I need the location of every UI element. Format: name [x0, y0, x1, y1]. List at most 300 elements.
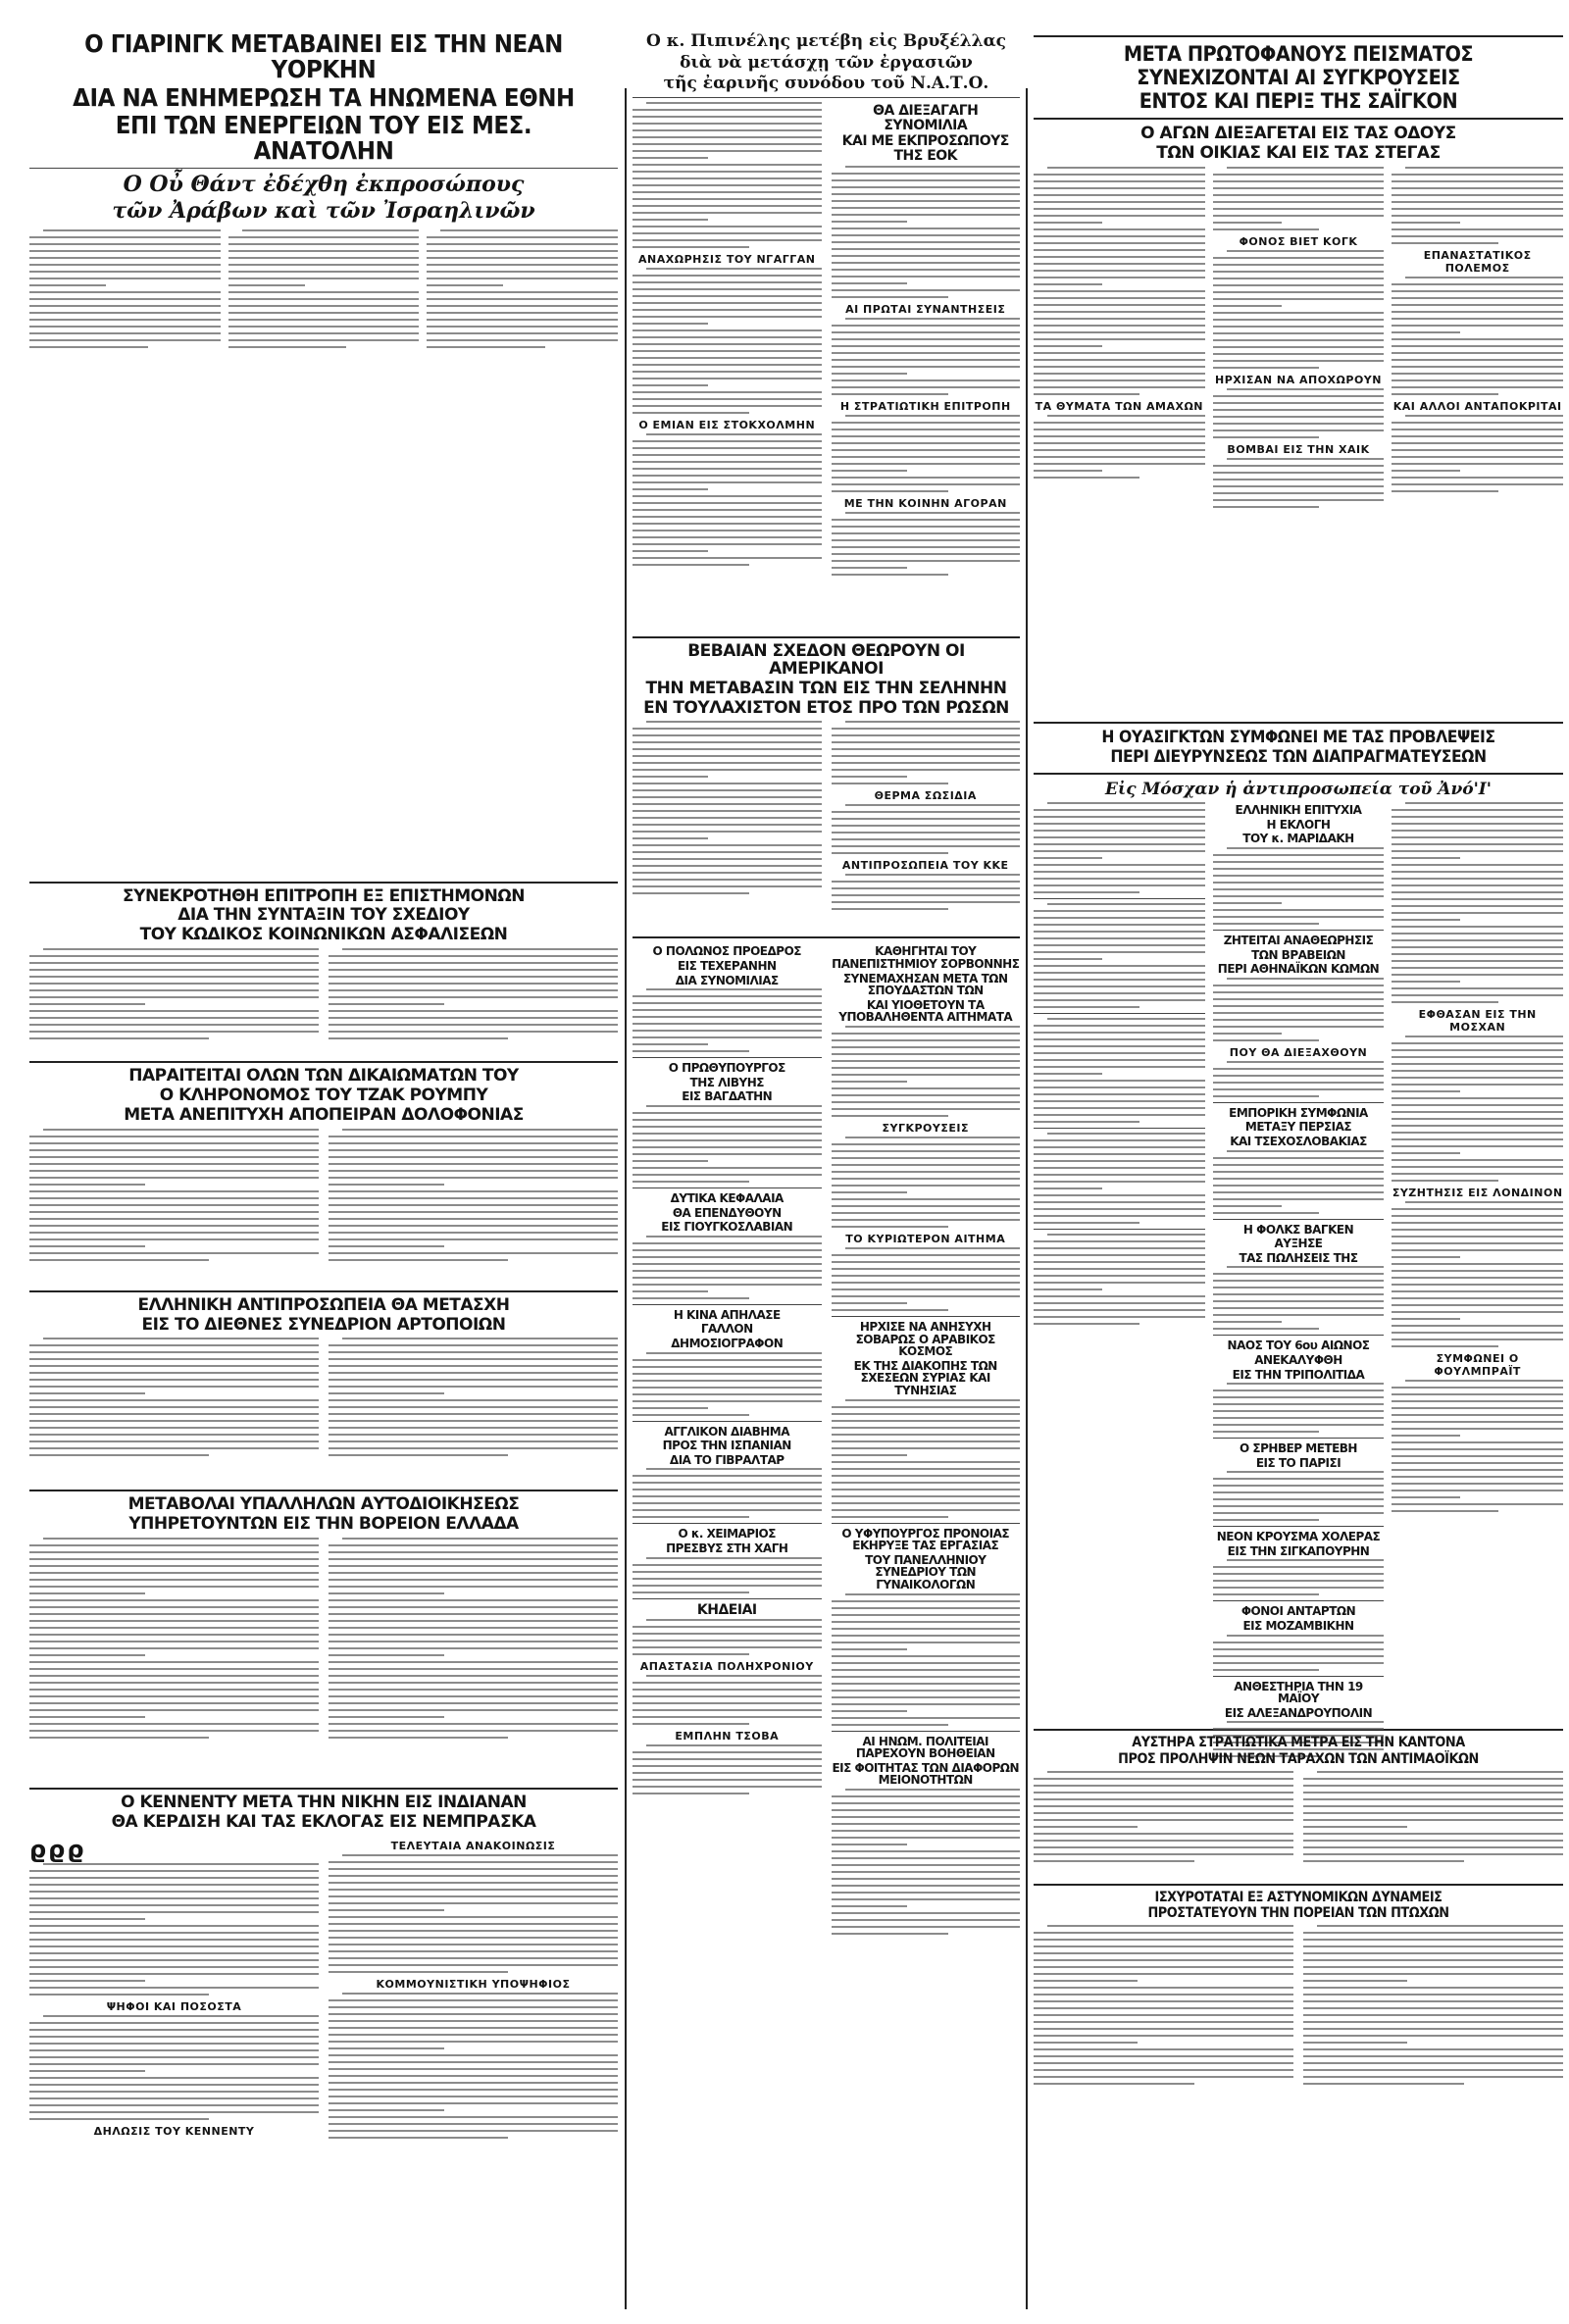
- text-line: [1227, 1383, 1385, 1385]
- text-line: [1034, 366, 1205, 368]
- text-line: [832, 776, 907, 778]
- text-line: [329, 1245, 444, 1247]
- text-line: [1303, 2007, 1563, 2009]
- text-line: [1213, 187, 1385, 189]
- text-line: [329, 2013, 618, 2015]
- text-line: [1034, 1261, 1205, 1263]
- text-line: [1303, 1785, 1563, 1787]
- text-line: [29, 1980, 145, 1982]
- text-line: [1034, 958, 1102, 960]
- text-line: [633, 509, 822, 511]
- text-line: [633, 275, 822, 277]
- text-line: [427, 271, 618, 273]
- article-headline: Ο ΚΛΗΡΟΝΟΜΟΣ ΤΟΥ ΤΖΑΚ ΡΟΥΜΠΥ: [159, 1086, 488, 1105]
- text-line: [29, 1973, 319, 1975]
- text-line: [1213, 895, 1385, 897]
- text-line: [1034, 297, 1205, 299]
- text-line: [1213, 208, 1385, 210]
- text-line: [1034, 2021, 1293, 2023]
- article-headline: ΓΑΛΛΟΝ: [700, 1322, 753, 1337]
- text-line: [1213, 1287, 1385, 1288]
- text-line: [29, 1572, 319, 1574]
- text-line: [1034, 331, 1205, 333]
- text-line: [329, 1647, 618, 1649]
- text-line: [1392, 1345, 1497, 1347]
- text-line: [329, 1440, 618, 1442]
- middle-section: [633, 29, 1020, 2309]
- text-line: [329, 1695, 618, 1697]
- text-line: [845, 1593, 1021, 1595]
- text-line: [1392, 429, 1563, 430]
- text-line: [1303, 1819, 1563, 1821]
- text-line: [832, 1621, 1021, 1623]
- text-line: [1213, 201, 1385, 203]
- text-line: [1405, 1380, 1563, 1382]
- text-line: [1227, 978, 1385, 980]
- text-line: [633, 116, 822, 118]
- text-line: [832, 373, 907, 375]
- text-line: [832, 1094, 1021, 1096]
- text-line: [329, 1434, 618, 1436]
- text-line: [1392, 242, 1497, 244]
- text-line: [832, 1115, 948, 1117]
- text-line: [633, 872, 822, 874]
- text-line: [633, 530, 822, 531]
- text-line: [832, 1919, 1021, 1921]
- text-line: [329, 1723, 618, 1725]
- text-line: [329, 1190, 618, 1192]
- text-line: [1392, 967, 1563, 969]
- text-line: [1034, 470, 1102, 472]
- text-line: [646, 102, 822, 104]
- text-line: [1392, 373, 1563, 375]
- text-line: [832, 1509, 1021, 1511]
- text-line: [1392, 1325, 1563, 1327]
- text-line: [1392, 1393, 1563, 1395]
- text-line: [633, 184, 822, 186]
- text-line: [329, 1010, 618, 1012]
- text-line: [1392, 483, 1563, 485]
- text-line: [1034, 1093, 1205, 1095]
- text-line: [633, 1495, 822, 1497]
- text-line: [427, 339, 618, 341]
- text-line: [1392, 960, 1563, 962]
- newspaper-page: [29, 29, 1569, 2309]
- text-line: [329, 1944, 618, 1945]
- text-line: [832, 1434, 1021, 1436]
- text-line: [845, 1399, 1021, 1401]
- text-line: [832, 1607, 1021, 1609]
- text-line: [1034, 379, 1205, 381]
- text-line: [633, 1475, 822, 1477]
- text-line: [427, 319, 618, 321]
- text-line: [29, 1184, 145, 1186]
- text-line: [633, 1400, 822, 1402]
- text-line: [1303, 1798, 1563, 1800]
- text-line: [1303, 2048, 1563, 2050]
- text-line: [633, 302, 822, 304]
- text-line: [1213, 298, 1385, 300]
- text-line: [1213, 1505, 1385, 1507]
- text-line: [1213, 1642, 1385, 1643]
- article-headline: ΑΓΓΛΙΚΟΝ ΔΙΑΒΗΜΑ: [664, 1424, 789, 1439]
- text-line: [1034, 1032, 1205, 1034]
- text-line: [1392, 905, 1563, 907]
- text-line: [29, 2091, 319, 2093]
- text-line: [329, 1586, 618, 1588]
- text-line: [1213, 1431, 1319, 1433]
- text-line: [1034, 992, 1205, 994]
- text-line: [1034, 1846, 1293, 1848]
- text-line: [1213, 1410, 1385, 1412]
- text-line: [832, 1662, 1021, 1664]
- text-line: [329, 1163, 618, 1165]
- text-line: [832, 1614, 1021, 1616]
- text-line: [845, 1789, 1021, 1791]
- text-line: [329, 1427, 618, 1429]
- text-line: [646, 1236, 822, 1238]
- text-line: [1392, 345, 1563, 347]
- text-line: [1034, 215, 1205, 217]
- text-line: [29, 1447, 319, 1449]
- text-line: [29, 1682, 319, 1684]
- article-headline: ΔΙΑ ΤΗΝ ΣΥΝΤΑΞΙΝ ΤΟΥ ΣΧΕΔΙΟΥ: [177, 905, 470, 926]
- text-line: [329, 1861, 618, 1863]
- text-line: [1034, 429, 1205, 430]
- text-line: [1303, 1966, 1563, 1968]
- text-line: [633, 329, 822, 331]
- text-line: [1213, 291, 1385, 293]
- text-line: [633, 879, 822, 881]
- text-line: [633, 364, 822, 366]
- text-line: [29, 1190, 319, 1192]
- section-heading: Ο ΕΜΙΑΝ ΕΙΣ ΣΤΟΚΧΟΛΜΗΝ: [638, 419, 816, 432]
- text-line: [633, 177, 822, 179]
- text-line: [1034, 1059, 1205, 1061]
- text-line: [329, 2034, 618, 2036]
- text-line: [228, 278, 420, 279]
- text-line: [29, 298, 221, 300]
- text-line: [1303, 1860, 1464, 1862]
- text-line: [633, 1146, 822, 1148]
- text-line: [1047, 903, 1205, 905]
- text-line: [1213, 1424, 1385, 1426]
- text-line: [1213, 1580, 1385, 1582]
- text-line: [1392, 1208, 1563, 1210]
- text-line: [1034, 1819, 1293, 1821]
- article-body: [29, 229, 618, 877]
- text-line: [1034, 816, 1205, 818]
- article-headline: ΕΙΣ ΤΗΝ ΤΡΙΠΟΛΙΤΙΔΑ: [1232, 1367, 1365, 1382]
- text-line: [29, 1238, 319, 1240]
- text-line: [633, 1779, 822, 1781]
- text-line: [1034, 386, 1205, 388]
- text-line: [1034, 1987, 1293, 1989]
- text-line: [329, 1177, 618, 1179]
- text-line: [29, 1399, 319, 1401]
- text-line: [1405, 167, 1563, 169]
- text-line: [1317, 1925, 1563, 1927]
- text-line: [1303, 1959, 1563, 1961]
- text-line: [1392, 1090, 1460, 1092]
- text-line: [29, 1365, 319, 1367]
- text-line: [832, 1454, 907, 1456]
- text-line: [1034, 1100, 1205, 1102]
- text-line: [1303, 2000, 1563, 2002]
- text-line: [329, 1184, 444, 1186]
- headline-line-3: τῆς ἐαρινῆς συνόδου τοῦ Ν.Α.Τ.Ο.: [663, 74, 989, 94]
- text-line: [29, 1406, 319, 1408]
- text-line: [1303, 1833, 1563, 1835]
- text-line: [29, 1344, 319, 1346]
- text-line: [29, 236, 221, 238]
- text-line: [1034, 1247, 1205, 1249]
- text-line: [43, 1538, 319, 1540]
- article-headline: ΠΑΡΑΙΤΕΙΤΑΙ ΟΛΩΝ ΤΩΝ ΔΙΚΑΙΩΜΑΤΩΝ ΤΟΥ: [128, 1066, 519, 1086]
- text-line: [1213, 1178, 1385, 1180]
- article-headline: ΕΝ ΤΟΥΛΑΧΙΣΤΟΝ ΕΤΟΣ ΠΡΟ ΤΩΝ ΡΩΣΩΝ: [643, 697, 1009, 718]
- text-line: [1213, 1314, 1385, 1316]
- text-line: [633, 1585, 822, 1587]
- text-line: [1303, 1812, 1563, 1814]
- text-line: [427, 278, 618, 279]
- text-line: [1392, 1132, 1563, 1134]
- text-line: [832, 1261, 1021, 1263]
- text-line: [1392, 1496, 1460, 1498]
- text-line: [832, 1683, 1021, 1685]
- text-line: [1392, 1414, 1563, 1416]
- text-line: [1392, 1455, 1563, 1457]
- article-headline: ΣΥΝΕΚΡΟΤΗΘΗ ΕΠΙΤΡΟΠΗ ΕΞ ΕΠΙΣΤΗΜΟΝΩΝ: [123, 885, 525, 906]
- text-line: [832, 262, 1021, 264]
- text-line: [1392, 891, 1563, 893]
- text-line: [832, 1143, 1021, 1145]
- text-line: [832, 818, 1021, 820]
- text-line: [832, 1447, 1021, 1449]
- text-line: [1392, 1242, 1563, 1244]
- text-line: [1392, 1173, 1563, 1175]
- text-line: [1317, 1771, 1563, 1773]
- text-line: [1303, 1939, 1563, 1941]
- article-headline: ΤΟΥ ΠΑΝΕΛΛΗΝΙΟΥ ΣΥΝΕΔΡΙΟΥ ΤΩΝ ΓΥΝΑΙΚΟΛΟΓΩΝ: [865, 1552, 987, 1591]
- section-heading: ΕΠΑΝΑΣΤΑΤΙΚΟΣ ΠΟΛΕΜΟΣ: [1423, 248, 1532, 275]
- text-line: [329, 1211, 618, 1213]
- text-line: [832, 1468, 1021, 1470]
- text-line: [1034, 1174, 1205, 1176]
- text-line: [1213, 1019, 1385, 1021]
- text-line: [329, 1613, 618, 1615]
- text-line: [1392, 201, 1563, 203]
- text-line: [29, 1675, 319, 1677]
- article-headline: ΥΠΗΡΕΤΟΥΝΤΩΝ ΕΙΣ ΤΗΝ ΒΟΡΕΙΟΝ ΕΛΛΑΔΑ: [128, 1514, 519, 1535]
- text-line: [29, 1870, 319, 1872]
- section-heading: ΣΥΓΚΡΟΥΣΕΙΣ: [882, 1122, 970, 1135]
- text-line: [1034, 2062, 1293, 2064]
- text-line: [633, 384, 708, 386]
- text-line: [1034, 1025, 1205, 1027]
- text-line: [29, 2029, 319, 2031]
- subhead-line-1: Ο Οὖ Θάντ ἐδέχθη ἐκπροσώπους: [123, 172, 525, 198]
- text-line: [1213, 1164, 1385, 1166]
- text-line: [633, 1043, 708, 1045]
- section-heading: ΒΟΜΒΑΙ ΕΙΣ ΤΗΝ ΧΑΙΚ: [1227, 442, 1370, 456]
- article-headline: Ο ΚΕΝΝΕΝΤΥ ΜΕΤΑ ΤΗΝ ΝΙΚΗΝ ΕΙΣ ΙΝΔΙΑΝΑΝ: [121, 1793, 527, 1813]
- text-line: [832, 519, 1021, 521]
- article-headline: Ο ΠΟΛΩΝΟΣ ΠΡΟΕΔΡΟΣ: [652, 944, 801, 959]
- text-line: [1213, 180, 1385, 182]
- text-line: [633, 405, 822, 407]
- text-line: [329, 2027, 618, 2029]
- text-line: [1405, 277, 1563, 278]
- text-line: [832, 852, 948, 854]
- text-line: [342, 1854, 618, 1856]
- text-line: [832, 1212, 1021, 1214]
- text-line: [1303, 2028, 1563, 2030]
- text-line: [633, 762, 822, 764]
- text-line: [29, 1017, 319, 1019]
- text-line: [29, 1620, 319, 1622]
- text-line: [29, 1434, 319, 1436]
- text-line: [1392, 490, 1497, 492]
- text-line: [329, 1399, 618, 1401]
- text-line: [29, 1911, 319, 1913]
- text-line: [1392, 1056, 1563, 1058]
- text-line: [832, 1475, 1021, 1477]
- text-line: [329, 1882, 618, 1884]
- text-line: [329, 2109, 444, 2111]
- text-line: [329, 2075, 618, 2077]
- text-line: [1392, 463, 1563, 465]
- text-line: [1213, 346, 1385, 348]
- text-line: [1034, 201, 1205, 203]
- text-line: [1303, 2035, 1563, 2037]
- text-line: [633, 1030, 822, 1032]
- text-line: [29, 1225, 319, 1227]
- text-line: [1405, 1036, 1563, 1037]
- text-line: [832, 1802, 1021, 1804]
- text-line: [43, 948, 319, 950]
- text-line: [832, 1185, 1021, 1187]
- text-line: [1034, 979, 1205, 981]
- text-line: [633, 728, 822, 730]
- text-line: [1034, 1146, 1205, 1148]
- text-line: [1034, 1853, 1293, 1855]
- text-line: [1034, 871, 1205, 873]
- text-line: [845, 1137, 1021, 1138]
- text-line: [1213, 882, 1385, 884]
- text-line: [29, 1695, 319, 1697]
- text-line: [1047, 1234, 1205, 1236]
- article-headline: ΑΥΞΗΣΕ: [1274, 1237, 1323, 1251]
- text-line: [1034, 345, 1102, 347]
- text-line: [633, 1626, 822, 1628]
- text-line: [832, 1655, 1021, 1657]
- text-line: [1213, 332, 1385, 334]
- text-line: [329, 1447, 618, 1449]
- text-line: [1392, 379, 1563, 381]
- text-line: [1213, 923, 1319, 925]
- text-line: [329, 1218, 618, 1220]
- text-line: [1392, 1407, 1563, 1409]
- section-heading: ΤΟ ΚΥΡΙΩΤΕΡΟΝ ΑΙΤΗΜΑ: [845, 1233, 1006, 1245]
- text-line: [1034, 256, 1205, 258]
- article-headline: ΔΥΤΙΚΑ ΚΕΦΑΛΑΙΑ: [670, 1191, 784, 1205]
- text-line: [633, 1758, 822, 1760]
- text-line: [29, 1918, 145, 1920]
- article-headline: ΤΗΣ ΛΙΒΥΗΣ: [689, 1075, 764, 1089]
- text-line: [1303, 2076, 1563, 2078]
- article-headline: ΑΙ ΗΝΩΜ. ΠΟΛΙΤΕΙΑΙ ΠΑΡΕΧΟΥΝ ΒΟΗΘΕΙΑΝ: [855, 1734, 995, 1761]
- text-line: [29, 1737, 209, 1739]
- text-line: [1034, 283, 1102, 285]
- text-line: [29, 339, 221, 341]
- text-line: [1392, 884, 1563, 886]
- text-line: [1034, 864, 1205, 866]
- text-line: [1303, 2062, 1563, 2064]
- text-line: [633, 1695, 822, 1697]
- text-line: [440, 229, 618, 231]
- text-line: [1034, 325, 1205, 327]
- text-line: [1213, 875, 1385, 877]
- text-line: [633, 1359, 822, 1361]
- text-line: [1392, 1304, 1563, 1306]
- text-line: [29, 271, 221, 273]
- text-line: [1392, 1311, 1563, 1313]
- text-line: [832, 1905, 907, 1907]
- text-line: [1392, 912, 1563, 914]
- section-heading: ΣΥΜΦΩΝΕΙ Ο ΦΟΥΛΜΠΡΑΪΤ: [1434, 1352, 1521, 1379]
- text-line: [832, 1440, 1021, 1442]
- text-line: [29, 1709, 319, 1711]
- text-line: [1034, 263, 1205, 265]
- text-line: [832, 1226, 948, 1228]
- text-line: [1213, 1075, 1385, 1077]
- text-line: [427, 312, 618, 314]
- text-line: [329, 1003, 444, 1005]
- text-line: [329, 1730, 618, 1732]
- text-line: [1392, 1510, 1497, 1512]
- text-line: [329, 1551, 618, 1553]
- text-line: [329, 1999, 618, 2001]
- text-line: [845, 512, 1021, 514]
- text-line: [832, 193, 1021, 195]
- text-line: [427, 264, 618, 266]
- text-line: [29, 962, 319, 964]
- text-line: [1213, 909, 1385, 911]
- text-line: [1392, 939, 1563, 941]
- text-line: [1034, 1208, 1205, 1210]
- text-line: [329, 2130, 618, 2132]
- text-line: [29, 1959, 319, 1961]
- text-line: [633, 1009, 822, 1011]
- text-line: [1034, 884, 1205, 886]
- article-headline: Ο ΣΡΗΒΕΡ ΜΕΤΕΒΗ: [1240, 1441, 1357, 1456]
- text-line: [1392, 1503, 1563, 1505]
- text-line: [633, 1263, 822, 1265]
- text-line: [832, 1420, 1021, 1422]
- text-line: [633, 892, 749, 894]
- article-headline: Ο κ. ΧΕΙΜΑΡΙΟΣ: [678, 1527, 776, 1541]
- text-line: [633, 1793, 749, 1794]
- text-line: [1392, 1063, 1563, 1065]
- text-line: [1392, 843, 1563, 845]
- text-line: [1392, 187, 1563, 189]
- text-line: [1392, 1104, 1563, 1106]
- text-line: [1034, 1006, 1139, 1008]
- text-line: [633, 1036, 822, 1038]
- text-line: [1213, 1273, 1385, 1275]
- text-line: [1303, 1945, 1563, 1947]
